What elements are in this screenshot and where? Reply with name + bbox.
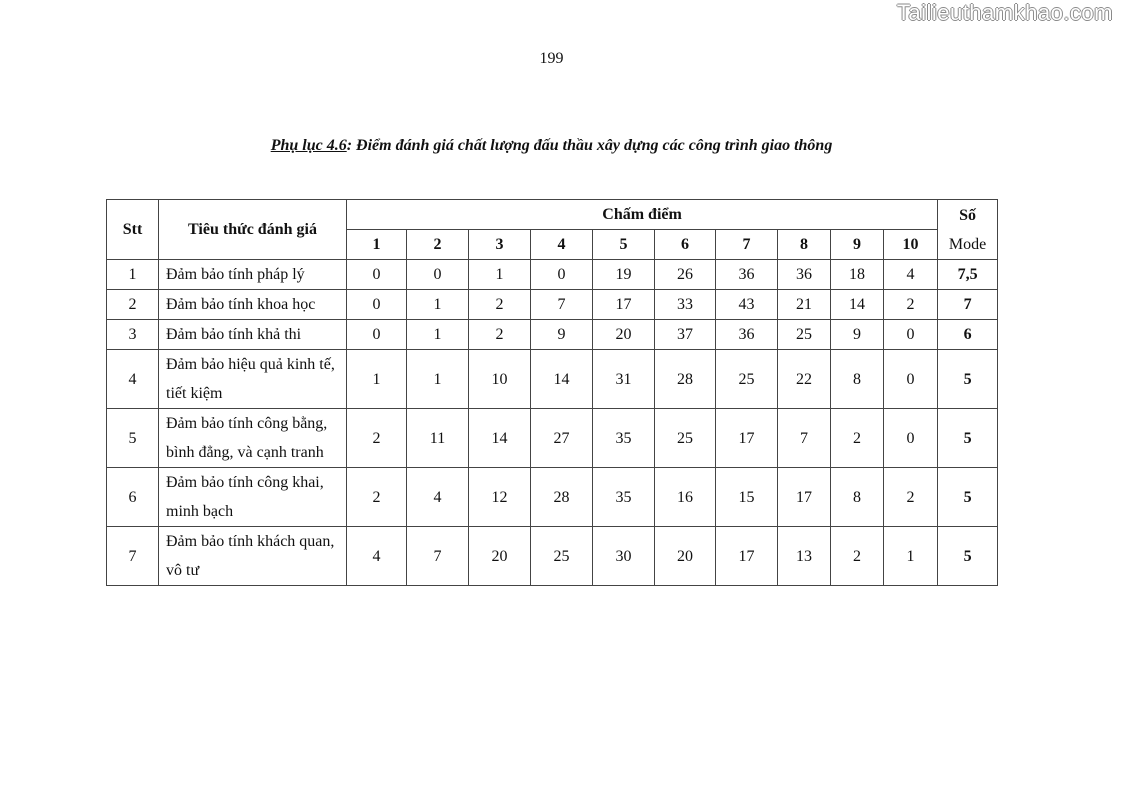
score-cell: 20 [593, 320, 655, 350]
score-cell: 1 [347, 350, 407, 409]
row-criteria: Đảm bảo tính công khai, minh bạch [159, 468, 347, 527]
score-cell: 17 [593, 290, 655, 320]
header-score-10: 10 [884, 230, 938, 260]
header-score-group: Chấm điểm [347, 200, 938, 230]
score-cell: 22 [778, 350, 831, 409]
score-cell: 8 [831, 350, 884, 409]
row-criteria: Đảm bảo tính pháp lý [159, 260, 347, 290]
row-criteria: Đảm bảo tính khả thi [159, 320, 347, 350]
row-mode: 5 [938, 527, 998, 586]
score-cell: 11 [407, 409, 469, 468]
header-stt: Stt [107, 200, 159, 260]
table-caption [0, 137, 1103, 155]
header-row-1 [107, 200, 998, 230]
score-cell: 1 [407, 350, 469, 409]
score-cell: 28 [655, 350, 716, 409]
score-cell: 36 [716, 260, 778, 290]
score-cell: 14 [831, 290, 884, 320]
score-cell: 1 [407, 320, 469, 350]
header-score-7: 7 [716, 230, 778, 260]
row-stt: 2 [107, 290, 159, 320]
score-cell: 36 [778, 260, 831, 290]
score-cell: 12 [469, 468, 531, 527]
score-cell: 20 [655, 527, 716, 586]
score-cell: 4 [884, 260, 938, 290]
score-cell: 2 [347, 468, 407, 527]
score-cell: 1 [469, 260, 531, 290]
row-mode: 5 [938, 409, 998, 468]
score-cell: 20 [469, 527, 531, 586]
score-cell: 4 [347, 527, 407, 586]
row-stt: 4 [107, 350, 159, 409]
score-cell: 13 [778, 527, 831, 586]
header-score-6: 6 [655, 230, 716, 260]
row-stt: 1 [107, 260, 159, 290]
score-cell: 9 [531, 320, 593, 350]
score-cell: 0 [884, 350, 938, 409]
row-mode: 7,5 [938, 260, 998, 290]
header-score-9: 9 [831, 230, 884, 260]
row-mode: 7 [938, 290, 998, 320]
score-cell: 28 [531, 468, 593, 527]
score-cell: 7 [407, 527, 469, 586]
score-cell: 26 [655, 260, 716, 290]
score-cell: 7 [778, 409, 831, 468]
row-mode: 6 [938, 320, 998, 350]
score-cell: 17 [716, 527, 778, 586]
row-criteria: Đảm bảo tính công bằng, bình đẳng, và cạnh tranh [159, 409, 347, 468]
score-cell: 0 [884, 320, 938, 350]
score-cell: 8 [831, 468, 884, 527]
score-cell: 0 [347, 320, 407, 350]
score-cell: 0 [347, 290, 407, 320]
row-stt: 7 [107, 527, 159, 586]
evaluation-table [106, 199, 998, 586]
score-cell: 2 [469, 320, 531, 350]
score-cell: 7 [531, 290, 593, 320]
score-cell: 30 [593, 527, 655, 586]
row-mode: 5 [938, 468, 998, 527]
score-cell: 0 [407, 260, 469, 290]
header-score-2: 2 [407, 230, 469, 260]
score-cell: 4 [407, 468, 469, 527]
row-stt: 5 [107, 409, 159, 468]
row-criteria: Đảm bảo tính khoa học [159, 290, 347, 320]
score-cell: 16 [655, 468, 716, 527]
score-cell: 14 [531, 350, 593, 409]
score-cell: 1 [407, 290, 469, 320]
table-row [107, 409, 998, 468]
header-criteria: Tiêu thức đánh giá [159, 200, 347, 260]
caption-text: : Điểm đánh giá chất lượng đấu thầu xây dựng các công trình giao thông [346, 137, 833, 154]
score-cell: 17 [778, 468, 831, 527]
header-score-5: 5 [593, 230, 655, 260]
score-cell: 9 [831, 320, 884, 350]
header-mode-line2: Mode [948, 235, 987, 253]
score-cell: 25 [655, 409, 716, 468]
score-cell: 2 [884, 290, 938, 320]
score-cell: 10 [469, 350, 531, 409]
header-score-4: 4 [531, 230, 593, 260]
table-row [107, 260, 998, 290]
score-cell: 2 [469, 290, 531, 320]
score-cell: 15 [716, 468, 778, 527]
score-cell: 43 [716, 290, 778, 320]
score-cell: 0 [884, 409, 938, 468]
score-cell: 31 [593, 350, 655, 409]
row-mode: 5 [938, 350, 998, 409]
header-score-1: 1 [347, 230, 407, 260]
header-score-3: 3 [469, 230, 531, 260]
score-cell: 2 [884, 468, 938, 527]
caption-label: Phụ lục 4.6 [270, 137, 347, 154]
score-cell: 2 [831, 527, 884, 586]
score-cell: 25 [716, 350, 778, 409]
score-cell: 37 [655, 320, 716, 350]
header-mode [938, 200, 998, 260]
score-cell: 33 [655, 290, 716, 320]
score-cell: 0 [531, 260, 593, 290]
score-cell: 14 [469, 409, 531, 468]
score-cell: 0 [347, 260, 407, 290]
watermark-logo: Tailieuthamkhao.com [896, 0, 1113, 25]
score-cell: 19 [593, 260, 655, 290]
score-cell: 2 [831, 409, 884, 468]
table-body [107, 260, 998, 586]
score-cell: 18 [831, 260, 884, 290]
score-cell: 21 [778, 290, 831, 320]
score-cell: 35 [593, 409, 655, 468]
table-row [107, 527, 998, 586]
score-cell: 17 [716, 409, 778, 468]
header-score-8: 8 [778, 230, 831, 260]
row-criteria: Đảm bảo hiệu quả kinh tế, tiết kiệm [159, 350, 347, 409]
score-cell: 36 [716, 320, 778, 350]
score-cell: 35 [593, 468, 655, 527]
score-cell: 25 [778, 320, 831, 350]
header-mode-line1: Số [959, 206, 977, 224]
table-row [107, 350, 998, 409]
table-row [107, 290, 998, 320]
table-row [107, 468, 998, 527]
score-cell: 25 [531, 527, 593, 586]
score-cell: 27 [531, 409, 593, 468]
row-criteria: Đảm bảo tính khách quan, vô tư [159, 527, 347, 586]
page-number: 199 [539, 50, 564, 67]
score-cell: 2 [347, 409, 407, 468]
row-stt: 3 [107, 320, 159, 350]
score-cell: 1 [884, 527, 938, 586]
row-stt: 6 [107, 468, 159, 527]
table-row [107, 320, 998, 350]
